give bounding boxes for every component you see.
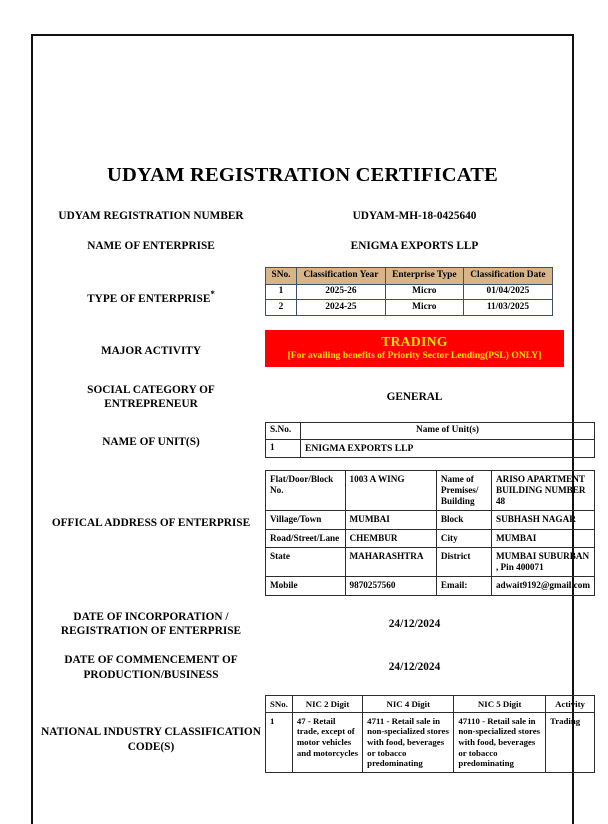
address-table-wrap bbox=[265, 470, 595, 596]
major-activity-label: MAJOR ACTIVITY bbox=[100, 344, 202, 357]
col-classification-date: Classification Date bbox=[463, 268, 552, 284]
registration-number-row bbox=[41, 209, 564, 223]
label-email: Email: bbox=[436, 577, 491, 595]
value-village-town: MUMBAI bbox=[345, 511, 436, 529]
table-row bbox=[266, 284, 553, 299]
cell-nic-2-digit: 47 - Retail trade, except of motor vehicles and motorcycles bbox=[292, 713, 362, 773]
cell-activity: Trading bbox=[546, 713, 595, 773]
nic-codes-row bbox=[41, 695, 585, 772]
value-city: MUMBAI bbox=[491, 529, 594, 547]
cell-nic-5-digit: 47110 - Retail sale in non-specialized stores with food, beverages or tobacco predominating bbox=[454, 713, 546, 773]
value-state: MAHARASHTRA bbox=[345, 547, 436, 576]
value-district: MUMBAI SUBURBAN , Pin 400071 bbox=[491, 547, 594, 576]
major-activity-banner-wrap bbox=[265, 330, 564, 367]
col-classification-year: Classification Year bbox=[297, 268, 386, 284]
registration-number-label: UDYAM REGISTRATION NUMBER bbox=[58, 209, 244, 222]
col-unit-name: Name of Unit(s) bbox=[301, 422, 595, 439]
registration-number-value: UDYAM-MH-18-0425640 bbox=[352, 209, 477, 222]
label-state: State bbox=[266, 547, 346, 576]
table-header-row bbox=[266, 696, 595, 713]
major-activity-row bbox=[41, 330, 564, 367]
official-address-label: OFFICAL ADDRESS OF ENTERPRISE bbox=[51, 516, 251, 529]
certificate-page-frame bbox=[31, 34, 590, 824]
major-activity-banner bbox=[265, 330, 564, 367]
type-of-enterprise-label bbox=[41, 267, 265, 306]
label-premises: Name of Premises/ Building bbox=[436, 470, 491, 511]
address-table bbox=[265, 470, 595, 596]
date-of-incorporation-value: 24/12/2024 bbox=[388, 617, 441, 630]
label-flat-door-block: Flat/Door/Block No. bbox=[266, 470, 346, 511]
footnote-asterisk: * bbox=[210, 289, 215, 300]
col-sno: SNo. bbox=[266, 696, 293, 713]
table-header-row bbox=[266, 422, 595, 439]
name-of-units-label: NAME OF UNIT(S) bbox=[102, 435, 200, 448]
nic-codes-label: NATIONAL INDUSTRY CLASSIFICATION CODE(S) bbox=[41, 726, 261, 753]
col-nic-5-digit: NIC 5 Digit bbox=[454, 696, 546, 713]
label-mobile: Mobile bbox=[266, 577, 346, 595]
date-of-incorporation-row bbox=[41, 610, 564, 639]
value-mobile: 9870257560 bbox=[345, 577, 436, 595]
cell-date: 01/04/2025 bbox=[463, 284, 552, 299]
col-enterprise-type: Enterprise Type bbox=[385, 268, 463, 284]
nic-table bbox=[265, 695, 595, 772]
table-row bbox=[266, 529, 595, 547]
table-row bbox=[266, 511, 595, 529]
table-header-row bbox=[266, 268, 553, 284]
label-block: Block bbox=[436, 511, 491, 529]
date-of-commencement-label: DATE OF COMMENCEMENT OF PRODUCTION/BUSINESS bbox=[64, 654, 238, 681]
official-address-row bbox=[41, 470, 590, 596]
date-of-commencement-row bbox=[41, 653, 564, 682]
type-of-enterprise-table-wrap bbox=[265, 267, 564, 315]
value-road-street-lane: CHEMBUR bbox=[345, 529, 436, 547]
type-of-enterprise-label-text: TYPE OF ENTERPRISE bbox=[87, 293, 211, 306]
value-flat-door-block: 1003 A WING bbox=[345, 470, 436, 511]
col-sno: S.No. bbox=[266, 422, 301, 439]
type-of-enterprise-row bbox=[41, 267, 564, 315]
social-category-label: SOCIAL CATEGORY OF ENTREPRENEUR bbox=[87, 383, 215, 411]
major-activity-value: TRADING bbox=[381, 333, 448, 349]
value-email: adwait9192@gmail.com bbox=[491, 577, 594, 595]
certificate-content bbox=[33, 36, 590, 773]
label-city: City bbox=[436, 529, 491, 547]
table-row bbox=[266, 547, 595, 576]
table-row bbox=[266, 577, 595, 595]
date-of-commencement-value: 24/12/2024 bbox=[388, 661, 441, 674]
col-nic-2-digit: NIC 2 Digit bbox=[292, 696, 362, 713]
table-row bbox=[266, 470, 595, 511]
enterprise-name-value: ENIGMA EXPORTS LLP bbox=[350, 240, 479, 252]
name-of-units-row bbox=[41, 422, 564, 458]
cell-nic-4-digit: 4711 - Retail sale in non-specialized stores with food, beverages or tobacco predominating bbox=[363, 713, 454, 773]
cell-year: 2025-26 bbox=[297, 284, 386, 299]
table-row bbox=[266, 440, 595, 458]
enterprise-name-label: NAME OF ENTERPRISE bbox=[87, 240, 215, 252]
cell-sno: 1 bbox=[266, 284, 297, 299]
date-of-incorporation-label: DATE OF INCORPORATION / REGISTRATION OF ENTERPRISE bbox=[60, 610, 242, 638]
major-activity-note: [For availing benefits of Priority Sector Lending(PSL) ONLY] bbox=[287, 350, 542, 362]
label-road-street-lane: Road/Street/Lane bbox=[266, 529, 346, 547]
value-premises: ARISO APARTMENT BUILDING NUMBER 48 bbox=[491, 470, 594, 511]
social-category-row bbox=[41, 383, 564, 412]
unit-table-wrap bbox=[265, 422, 595, 458]
enterprise-name-row bbox=[41, 239, 564, 253]
type-of-enterprise-table bbox=[265, 267, 553, 315]
page-title: UDYAM REGISTRATION CERTIFICATE bbox=[106, 164, 499, 186]
label-district: District bbox=[436, 547, 491, 576]
col-sno: SNo. bbox=[266, 268, 297, 284]
cell-date: 11/03/2025 bbox=[463, 300, 552, 315]
table-row bbox=[266, 713, 595, 773]
col-activity: Activity bbox=[546, 696, 595, 713]
table-row bbox=[266, 300, 553, 315]
unit-table bbox=[265, 422, 595, 458]
cell-sno: 1 bbox=[266, 713, 293, 773]
nic-table-wrap bbox=[265, 695, 595, 772]
cell-sno: 1 bbox=[266, 440, 301, 458]
cell-type: Micro bbox=[385, 300, 463, 315]
cell-unit-name: ENIGMA EXPORTS LLP bbox=[301, 440, 595, 458]
label-village-town: Village/Town bbox=[266, 511, 346, 529]
col-nic-4-digit: NIC 4 Digit bbox=[363, 696, 454, 713]
cell-sno: 2 bbox=[266, 300, 297, 315]
cell-year: 2024-25 bbox=[297, 300, 386, 315]
cell-type: Micro bbox=[385, 284, 463, 299]
value-block: SUBHASH NAGAR bbox=[491, 511, 594, 529]
social-category-value: GENERAL bbox=[386, 390, 443, 403]
